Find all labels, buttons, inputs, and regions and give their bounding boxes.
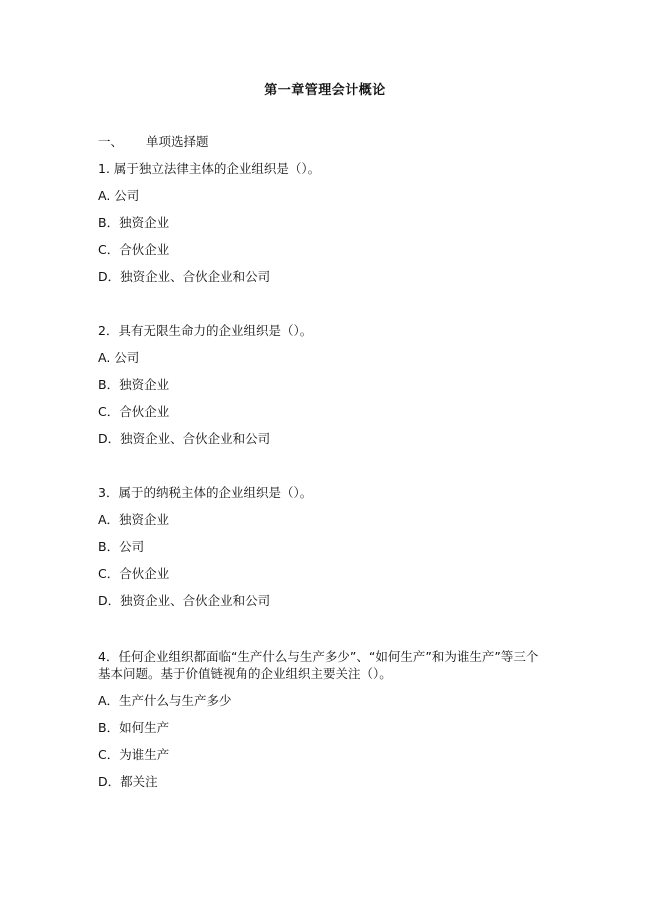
question-3-stem: 3．属于的纳税主体的企业组织是（）。 (98, 485, 313, 500)
question-2-option-a: A. 公司 (98, 350, 140, 365)
question-3-option-b: B．公司 (98, 539, 145, 554)
question-4-option-b: B．如何生产 (98, 720, 170, 735)
question-2-stem: 2．具有无限生命力的企业组织是（）。 (98, 323, 313, 338)
page-title: 第一章管理会计概论 (264, 83, 386, 98)
question-1-stem: 1. 属于独立法律主体的企业组织是（）。 (98, 161, 321, 176)
question-4-stem-line-2: 基本问题。基于价值链视角的企业组织主要关注（）。 (98, 666, 392, 681)
question-4-option-a: A．生产什么与生产多少 (98, 693, 232, 708)
question-1-option-a: A. 公司 (98, 188, 140, 203)
question-3-option-d: D．独资企业、合伙企业和公司 (98, 593, 271, 608)
question-2-option-d: D．独资企业、合伙企业和公司 (98, 431, 271, 446)
question-2-option-b: B．独资企业 (98, 377, 170, 392)
question-1-option-d: D．独资企业、合伙企业和公司 (98, 269, 271, 284)
section-label: 单项选择题 (146, 134, 209, 149)
question-4-stem-line-1: 4．任何企业组织都面临“生产什么与生产多少”、“如何生产”和为谁生产”等三个 (98, 649, 539, 664)
question-4-option-d: D．都关注 (98, 774, 158, 789)
question-1-option-c: C．合伙企业 (98, 242, 170, 257)
section-number: 一、 (98, 134, 124, 149)
question-1-option-b: B．独资企业 (98, 215, 170, 230)
question-3-option-a: A．独资企业 (98, 512, 170, 527)
question-4-option-c: C．为谁生产 (98, 747, 170, 762)
question-2-option-c: C．合伙企业 (98, 404, 170, 419)
question-3-option-c: C．合伙企业 (98, 566, 170, 581)
section-heading (98, 133, 209, 151)
